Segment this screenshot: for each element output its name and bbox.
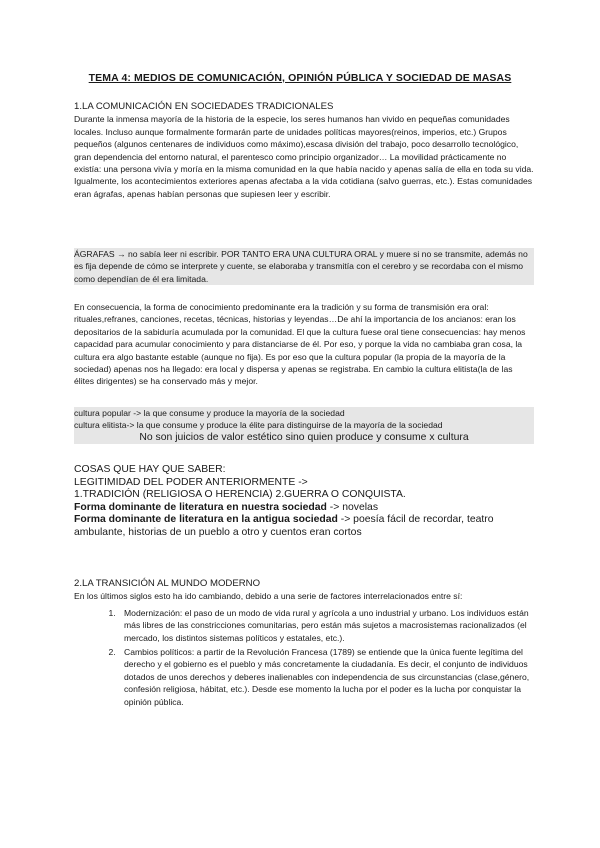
popular-culture-definition: cultura popular -> la que consume y produce la mayoría de la sociedad [74, 407, 534, 419]
factors-list [74, 607, 534, 708]
section-1-heading: 1.LA COMUNICACIÓN EN SOCIEDADES TRADICIONALES [74, 101, 334, 112]
section-1-paragraph: Durante la inmensa mayoría de la historia de la especie, los seres humanos han vivido en pequeñas comunidades locales. Incluso aunque formalmente formarán parte de unidades políticas mayores(reinos, imperios, etc.) Grupos pequeños (algunos centenares de individuos como máximo),escasa división del trabajo, poco desarrollo tecnológico, gran dependencia del entorno natural, el parentesco como principio organizador… La movilidad prácticamente no existía: una persona vivía y moría en la misma comunidad en la que había nacido y apenas salía de ella en toda su vida. Igualmente, los acontecimientos exteriores apenas afectaba a la vida cotidiana (salvo guerras, etc.). Estas comunidades eran ágrafas, apenas habían personas que supiesen leer y escribir. [74, 114, 534, 199]
things-to-know [74, 464, 534, 540]
ancient-literature-label: Forma dominante de literatura en la antigua sociedad [74, 514, 338, 526]
agrafas-note: ÁGRAFAS → no sabía leer ni escribir. POR TANTO ERA UNA CULTURA ORAL y muere si no se transmite, además no es fija depende de cómo se interprete y cuente, se elaboraba y transmitía con el cerebro y se recordaba con el mismo como dependían de él era limitada. [74, 248, 534, 285]
list-item: 1. Modernización: el paso de un modo de vida rural y agrícola a uno industrial y urbano. Los individuos están más libres de las constricciones comunitarias, pero están más sujetos a macrosistemas racionalizados (el mercado, los distintos sistemas políticos y estatales, etc.). [118, 607, 534, 644]
ancient-literature-line [74, 514, 534, 539]
legitimacy-line: LEGITIMIDAD DEL PODER ANTERIORMENTE -> [74, 476, 308, 488]
section-1-paragraph-2: En consecuencia, la forma de conocimiento predominante era la tradición y su forma de transmisión era oral: rituales,refranes, canciones, recetas, técnicas, historias y leyendas…De ahí la importancia de los ancianos: eran los depositarios de la sabiduría acumulada por la comunidad. El que la cultura fuese oral tiene consecuencias: hay menos capacidad para acumular conocimiento y para distanciarse de él. Por eso, y porque la vida no cambiaba gran cosa, la cultura era algo bastante estable (aunque no fija). Es por eso que la cultura popular (la propia de la mayoría de la sociedad) apenas nos ha llegado: era local y dispersa y apenas se registraba. En cambio la cultura elitista(la de las élites dirigentes) se ha conservado más y mejor. [74, 302, 526, 387]
modern-literature-value: -> novelas [326, 501, 379, 513]
section-2-heading: 2.LA TRANSICIÓN AL MUNDO MODERNO [74, 578, 261, 589]
modern-literature-label: Forma dominante de literatura en nuestra sociedad [74, 501, 327, 513]
section-2 [74, 578, 534, 710]
value-judgement-note: No son juicios de valor estético sino quien produce y consume x cultura [74, 432, 534, 445]
things-to-know-heading: COSAS QUE HAY QUE SABER: [74, 464, 226, 475]
section-1 [74, 101, 534, 200]
elitist-culture-definition: cultura elitista-> la que consume y produce la élite para distinguirse de la mayoría de la sociedad [74, 419, 534, 431]
page-title: TEMA 4: MEDIOS DE COMUNICACIÓN, OPINIÓN PÚBLICA Y SOCIEDAD DE MASAS [88, 72, 512, 84]
modern-literature-line [74, 502, 534, 515]
list-item: 2. Cambios políticos: a partir de la Revolución Francesa (1789) se entiende que la única fuente legítima del derecho y el gobierno es el pueblo y más concretamente la ciudadanía. Es decir, el conjunto de individuos dotados de unos derechos y deberes inalienables con independencia de sus circunstancias (clase,género, confesión religiosa, hábitat, etc.). Desde ese momento la lucha por el poder es la lucha por conquistar la opinión pública. [118, 646, 534, 708]
section-2-intro: En los últimos siglos esto ha ido cambiando, debido a una serie de factores interrelacionados entre sí: [74, 591, 463, 602]
culture-definitions [74, 407, 534, 444]
ancient-literature-value: -> poesía fácil de recordar, teatro ambulante, historias de un pueblo a otro y cuentos eran cortos [74, 514, 494, 538]
tradition-war-line: 1.TRADICIÓN (RELIGIOSA O HERENCIA) 2.GUERRA O CONQUISTA. [74, 489, 406, 501]
